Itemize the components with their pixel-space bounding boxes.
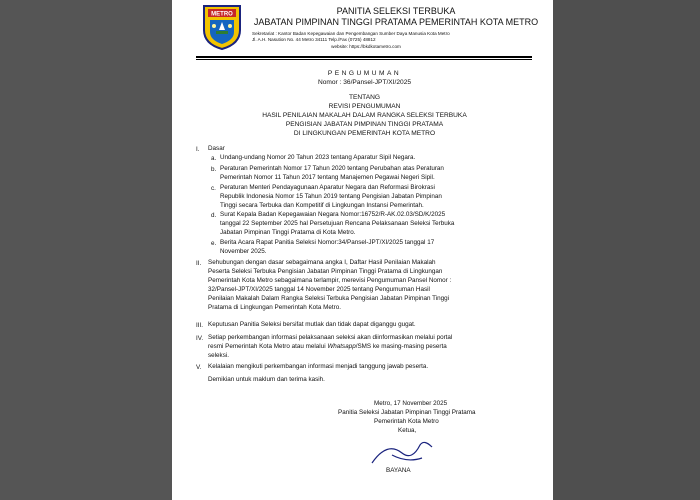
list-item-line: Pemerintah Nomor 11 Tahun 2017 tentang Manajemen Pegawai Negeri Sipil. xyxy=(220,174,435,181)
header-rule xyxy=(196,56,532,58)
paragraph-line: Penilaian Makalah Dalam Rangka Seleksi Terbuka Pengisian Jabatan Pimpinan Tinggi xyxy=(208,295,450,302)
viewer-right-margin xyxy=(553,0,700,500)
closing-text: Demikian untuk maklum dan terima kasih. xyxy=(208,376,325,383)
section-number: III. xyxy=(196,322,203,329)
item-letter: a. xyxy=(211,155,217,162)
letterhead-line1: PANITIA SELEKSI TERBUKA xyxy=(336,6,456,16)
list-item-line: Undang-undang Nomor 20 Tahun 2023 tentang Aparatur Sipil Negara. xyxy=(220,154,416,161)
list-item-line: Tinggi secara Terbuka dan Kompetitif di Lingkungan Instansi Pemerintah. xyxy=(220,202,424,209)
list-item xyxy=(220,210,538,237)
letterhead-secretariat: Sekretariat : Kantor Badan Kepegawaian dan Pengembangan Sumber Daya Manusia Kota Metro xyxy=(252,31,450,36)
signature-role: Ketua, xyxy=(398,427,417,434)
paragraph-line: 32/Pansel-JPT/XI/2025 tanggal 14 November 2025 tentang Pengumuman Hasil xyxy=(208,286,430,293)
item-letter: c. xyxy=(211,185,216,192)
list-item-line: Jabatan Pimpinan Tinggi Pratama di Kota Metro. xyxy=(220,229,356,236)
header-rule-thin xyxy=(196,59,532,60)
paragraph-line: Pratama di Lingkungan Pemerintah Kota Metro. xyxy=(208,304,342,311)
signature-org1: Panitia Seleksi Jabatan Pimpinan Tinggi Pratama xyxy=(338,409,476,416)
subject-line-4: DI LINGKUNGAN PEMERINTAH KOTA METRO xyxy=(293,130,436,137)
letterhead-line2: JABATAN PIMPINAN TINGGI PRATAMA PEMERINTAH KOTA METRO xyxy=(253,17,539,27)
section-number: I. xyxy=(196,146,200,153)
announcement-title: PENGUMUMAN xyxy=(327,70,402,77)
list-item-line: Berita Acara Rapat Panitia Seleksi Nomor:34/Pansel-JPT/XI/2025 tanggal 17 xyxy=(220,239,435,246)
document-page xyxy=(172,0,553,500)
section-body xyxy=(208,258,538,312)
list-item xyxy=(220,183,538,210)
list-item-line: Peraturan Pemerintah Nomor 17 Tahun 2020 tentang Perubahan atas Peraturan xyxy=(220,165,444,172)
item-letter: e. xyxy=(211,240,217,247)
paragraph-line: Peserta Seleksi Terbuka Pengisian Jabatan Pimpinan Tinggi Pratama di Lingkungan xyxy=(208,268,443,275)
list-item-line: November 2025. xyxy=(220,248,267,255)
letterhead-address: Jl. A.H. Nasution No. 44 Metro 34111 Telp./Fax (0725) 48812 xyxy=(252,37,376,43)
list-item-line: Surat Kepala Badan Kepegawaian Negara Nomor:16752/R-AK.02.03/SD/K/2025 xyxy=(220,211,446,218)
section-body xyxy=(208,333,538,360)
logo-text: METRO xyxy=(211,11,233,18)
subject-line-1: REVISI PENGUMUMAN xyxy=(328,103,401,110)
announcement-about: TENTANG xyxy=(348,94,380,101)
paragraph-line: Sehubungan dengan dasar sebagaimana angka I, Daftar Hasil Penilaian Makalah xyxy=(208,259,436,266)
section-body: Kelalaian mengikuti perkembangan informasi menjadi tanggung jawab peserta. xyxy=(208,363,429,370)
announcement-number: Nomor : 36/Pansel-JPT/XI/2025 xyxy=(317,79,412,86)
list-item xyxy=(220,238,538,256)
item-letter: d. xyxy=(211,212,217,219)
list-item-line: Republik Indonesia Nomor 15 Tahun 2019 tentang Pengisian Jabatan Pimpinan xyxy=(220,193,442,200)
city-crest-icon xyxy=(202,4,242,50)
letterhead xyxy=(246,6,546,50)
paragraph-line: resmi Pemerintah Kota Metro atau melalui Whatsapp/SMS ke masing-masing peserta xyxy=(208,343,447,350)
subject-line-2: HASIL PENILAIAN MAKALAH DALAM RANGKA SELEKSI TERBUKA xyxy=(262,112,467,119)
signature-name: BAYANA xyxy=(386,467,411,474)
list-item xyxy=(220,153,538,162)
section-number: II. xyxy=(196,260,202,267)
list-item-line: tanggal 22 September 2025 hal Persetujuan Rencana Pelaksanaan Seleksi Terbuka xyxy=(220,220,455,227)
letterhead-website: website: https://bkdkotametro.com xyxy=(331,43,401,49)
paragraph-line: seleksi. xyxy=(208,352,229,359)
list-item-line: Peraturan Menteri Pendayagunaan Aparatur Negara dan Reformasi Birokrasi xyxy=(220,184,435,191)
section-body: Keputusan Panitia Seleksi bersifat mutlak dan tidak dapat diganggu gugat. xyxy=(208,321,416,328)
signature-org2: Pemerintah Kota Metro xyxy=(374,418,439,425)
paragraph-line: Pemerintah Kota Metro sebagaimana terlampir, merevisi Pengumuman Pansel Nomor : xyxy=(208,277,452,284)
item-letter: b. xyxy=(211,166,217,173)
paragraph-line: Setiap perkembangan informasi pelaksanaan seleksi akan diinformasikan melalui portal xyxy=(208,334,453,341)
viewer-left-margin xyxy=(0,0,172,500)
section-number: V. xyxy=(196,364,202,371)
signature-place-date: Metro, 17 November 2025 xyxy=(374,400,448,407)
section-number: IV. xyxy=(196,335,204,342)
list-item xyxy=(220,164,538,182)
section-title: Dasar xyxy=(208,145,225,152)
subject-line-3: PENGISIAN JABATAN PIMPINAN TINGGI PRATAMA xyxy=(285,121,444,128)
